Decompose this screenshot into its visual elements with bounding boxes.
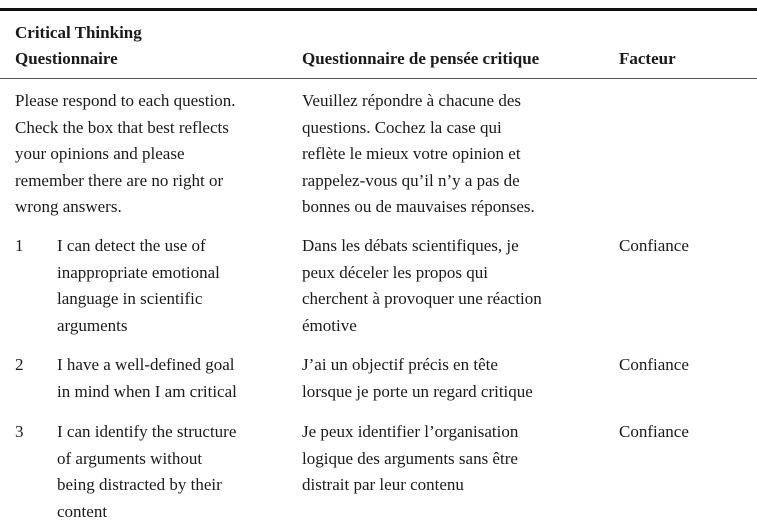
row-english-text: I can detect the use of inappropriate emotional language in scientific arguments xyxy=(57,236,220,335)
intro-english: Please respond to each question. Check the box that best reflects your opinions and please remember there are no right or wrong answers. xyxy=(15,91,236,216)
header-french: Questionnaire de pensée critique xyxy=(302,49,540,68)
row-english-text: I have a well-defined goal in mind when I am critical xyxy=(57,355,237,401)
row-number: 3 xyxy=(15,422,24,441)
row-number: 2 xyxy=(15,355,24,374)
row-english-text: I can identify the structure of arguments without being distracted by their content xyxy=(57,422,237,521)
header-english: Critical Thinking Questionnaire xyxy=(15,23,142,68)
row-factor: Confiance xyxy=(619,422,689,441)
row-factor: Confiance xyxy=(619,355,689,374)
row-factor: Confiance xyxy=(619,236,689,255)
table-top-rule xyxy=(0,8,757,11)
row-number: 1 xyxy=(15,236,24,255)
row-french-text: Dans les débats scientifiques, je peux déceler les propos qui cherchent à provoquer une réaction émotive xyxy=(302,236,542,335)
row-french-text: J’ai un objectif précis en tête lorsque je porte un regard critique xyxy=(302,355,533,401)
intro-french: Veuillez répondre à chacune des questions. Cochez la case qui reflète le mieux votre opinion et rappelez-vous qu’il n’y a pas de bonnes ou de mauvaises réponses. xyxy=(302,91,535,216)
header-factor: Facteur xyxy=(619,49,676,68)
header-rule xyxy=(0,78,757,79)
row-french-text: Je peux identifier l’organisation logique des arguments sans être distrait par leur contenu xyxy=(302,422,519,494)
